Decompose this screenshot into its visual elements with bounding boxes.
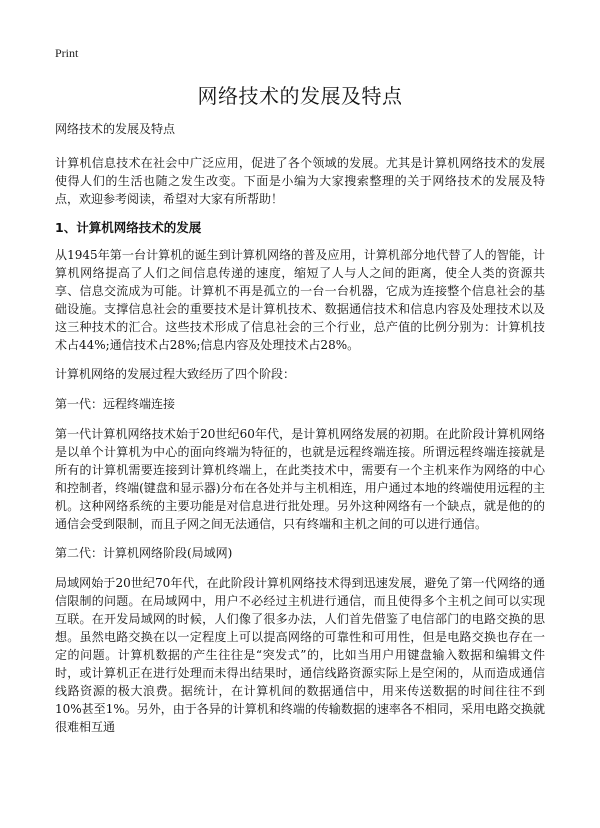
article-subtitle: 网络技术的发展及特点	[55, 122, 176, 136]
article-body	[55, 120, 545, 747]
stages-intro: 计算机网络的发展过程大致经历了四个阶段：	[55, 367, 296, 381]
generation-2-paragraph: 局域网始于20世纪70年代，在此阶段计算机网络技术得到迅速发展，避免了第一代网络的通信限制的问题。在局域网中，用户不必经过主机进行通信，而且使得多个主机之间可以实现互联。在开发局域网的时候，人们像了很多办法，人们首先借鉴了电信部门的电路交换的思想。虽然电路交换在以一定程度上可以提高网络的可靠性和可用性，但是电路交换也存在一定的问题。计算机数据的产生往往是“突发式”的，比如当用户用键盘输入数据和编辑文件时，或计算机正在进行处理而未得出结果时，通信线路资源实际上是空闲的，从而造成通信线路资源的极大浪费。据统计，在计算机间的数据通信中，用来传送数据的时间往往不到10%甚至1%。另外，由于各异的计算机和终端的传输数据的速率各不相同，采用电路交换就很难相互通	[55, 576, 545, 734]
document-title: 网络技术的发展及特点	[197, 84, 403, 108]
generation-1-label: 第一代：远程终端连接	[55, 397, 176, 411]
print-link[interactable]: Print	[55, 46, 79, 60]
generation-1-paragraph: 第一代计算机网络技术始于20世纪60年代，是计算机网络发展的初期。在此阶段计算机网络是以单个计算机为中心的面向终端为特征的，也就是远程终端连接。所谓远程终端连接就是所有的计算机需要连接到计算机终端上，在此类技术中，需要有一个主机来作为网络的中心和控制者，终端(键盘和显示器)分布在各处并与主机相连，用户通过本地的终端使用远程的主机。这种网络系统的主要功能是对信息进行批处理。另外这种网络有一个缺点，就是他的的通信会受到限制，而且子网之间无法通信，只有终端和主机之间的可以进行通信。	[55, 427, 545, 531]
generation-2-label: 第二代：计算机网络阶段(局域网)	[55, 546, 233, 560]
history-paragraph: 从1945年第一台计算机的诞生到计算机网络的普及应用，计算机部分地代替了人的智能，计算机网络提高了人们之间信息传递的速度，缩短了人与人之间的距离，使全人类的资源共享、信息交流成为可能。计算机不再是孤立的一台一台机器，它成为连接整个信息社会的基础设施。支撑信息社会的重要技术是计算机技术、数据通信技术和信息内容及处理技术以及这三种技术的汇合。这些技术形成了信息社会的三个行业，总产值的比例分别为：计算机技术占44%;通信技术占28%;信息内容及处理技术占28%。	[55, 248, 545, 352]
section-heading: 1、计算机网络技术的发展	[55, 220, 202, 235]
intro-paragraph: 计算机信息技术在社会中广泛应用，促进了各个领域的发展。尤其是计算机网络技术的发展使得人们的生活也随之发生改变。下面是小编为大家搜索整理的关于网络技术的发展及特点，欢迎参考阅读，希望对大家有所帮助！	[55, 156, 545, 206]
